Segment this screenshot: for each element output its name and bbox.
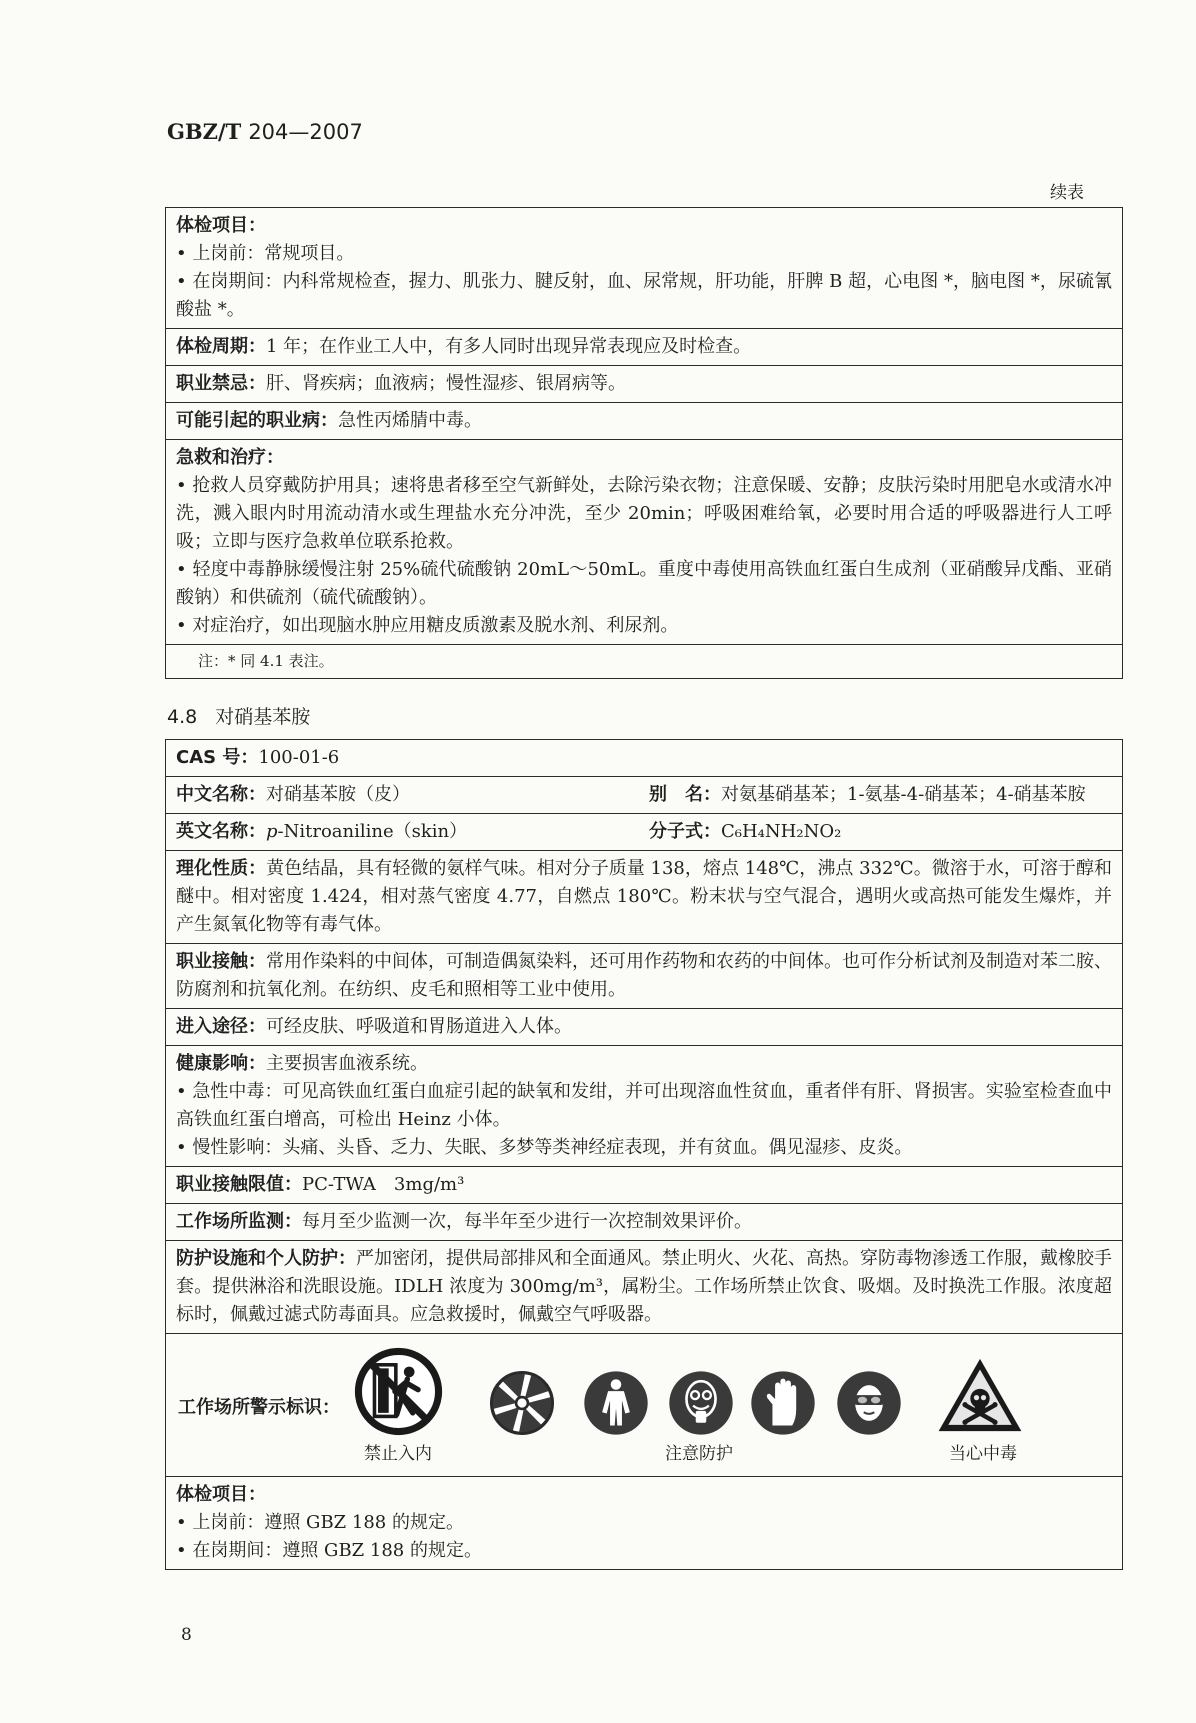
row-warning-signs xyxy=(166,1334,1122,1477)
english-name-label: 英文名称： xyxy=(176,821,266,842)
row-entry-route xyxy=(166,1009,1122,1046)
row-first-aid xyxy=(166,440,1122,645)
health-effects-label: 健康影响： xyxy=(176,1053,266,1074)
occupational-disease-text: 急性丙烯腈中毒。 xyxy=(338,410,482,431)
health-effects-text: 主要损害血液系统。 xyxy=(266,1053,428,1074)
contraindication-text: 肝、肾疾病；血液病；慢性湿疹、银屑病等。 xyxy=(266,373,626,394)
exposure-limit-text: PC-TWA 3mg/m³ xyxy=(302,1174,465,1195)
occupational-disease-label: 可能引起的职业病： xyxy=(176,410,338,431)
formula-text: C₆H₄NH₂NO₂ xyxy=(721,821,842,842)
row-contraindication xyxy=(166,366,1122,403)
health-effects-intro xyxy=(176,1050,1112,1078)
row-english-formula xyxy=(166,814,1122,851)
standard-code-prefix: GBZ/T xyxy=(167,119,242,144)
gas-mask-icon xyxy=(668,1370,734,1436)
entry-route-label: 进入途径： xyxy=(176,1016,266,1037)
page-number: 8 xyxy=(181,1625,192,1645)
substance-table xyxy=(165,739,1123,1570)
continued-table xyxy=(165,207,1123,679)
formula-cell xyxy=(649,818,1112,846)
warning-signs-label: 工作场所警示标识： xyxy=(178,1397,340,1418)
row-cas xyxy=(166,740,1122,777)
alias-text: 对氨基硝基苯；1-氨基-4-硝基苯；4-硝基苯胺 xyxy=(721,784,1086,805)
row-properties xyxy=(166,851,1122,944)
alias-label: 别 名： xyxy=(649,784,721,805)
poison-warning-icon xyxy=(936,1356,1024,1434)
exam-item-pre-job: • 上岗前：遵照 GBZ 188 的规定。 xyxy=(176,1512,464,1533)
row-protection xyxy=(166,1241,1122,1334)
entry-route-text: 可经皮肤、呼吸道和胃肠道进入人体。 xyxy=(266,1016,572,1037)
exam-item-pre-job: • 上岗前：常规项目。 xyxy=(176,243,355,264)
standard-code-number: 204—2007 xyxy=(248,120,363,144)
formula-label: 分子式： xyxy=(649,821,721,842)
first-aid-item: • 轻度中毒静脉缓慢注射 25%硫代硫酸钠 20mL～50mL。重度中毒使用高铁血红蛋白生成剂（亚硝酸异戊酯、亚硝酸钠）和供硫剂（硫代硫酸钠）。 xyxy=(176,559,1112,608)
goggles-icon xyxy=(836,1370,902,1436)
chinese-name-cell xyxy=(176,781,649,809)
section-number: 4.8 xyxy=(167,706,198,728)
english-name-prefix: p xyxy=(266,821,278,842)
caption-no-entry: 禁止入内 xyxy=(364,1444,432,1464)
exam-items-label: 体检项目： xyxy=(176,215,266,236)
properties-text: 黄色结晶，具有轻微的氨样气味。相对分子质量 138，熔点 148℃，沸点 332℃。微溶于水，可溶于醇和醚中。相对密度 1.424，相对蒸气密度 4.77，自燃点 180℃。粉末状与空气混合，遇明火或高热可能发生爆炸，并产生氮氧化物等有毒气体。 xyxy=(176,858,1112,935)
row-health-effects xyxy=(166,1046,1122,1167)
table-note: 注：* 同 4.1 表注。 xyxy=(198,652,334,670)
english-name-cell xyxy=(176,818,649,846)
first-aid-item: • 对症治疗，如出现脑水肿应用糖皮质激素及脱水剂、利尿剂。 xyxy=(176,615,679,636)
first-aid-label: 急救和治疗： xyxy=(176,447,284,468)
exam-item-on-job: • 在岗期间：遵照 GBZ 188 的规定。 xyxy=(176,1540,482,1561)
contraindication-label: 职业禁忌： xyxy=(176,373,266,394)
ventilation-fan-icon xyxy=(489,1370,555,1436)
alias-cell xyxy=(649,781,1112,809)
chinese-name-text: 对硝基苯胺（皮） xyxy=(266,784,410,805)
protection-label: 防护设施和个人防护： xyxy=(176,1248,356,1269)
exposure-label: 职业接触： xyxy=(176,951,266,972)
protective-suit-icon xyxy=(583,1370,649,1436)
properties-label: 理化性质： xyxy=(176,858,267,879)
exam-cycle-label: 体检周期： xyxy=(176,336,266,357)
main-content xyxy=(165,207,1123,1570)
exam-item-on-job: • 在岗期间：内科常规检查，握力、肌张力、腱反射，血、尿常规，肝功能，肝脾 B 超，心电图 *，脑电图 *，尿硫氰酸盐 *。 xyxy=(176,271,1112,320)
exposure-limit-label: 职业接触限值： xyxy=(176,1174,302,1195)
row-exposure xyxy=(166,944,1122,1009)
row-health-exam-items-2 xyxy=(166,1477,1122,1569)
caption-beware-poisoning: 当心中毒 xyxy=(949,1444,1017,1464)
row-occupational-disease xyxy=(166,403,1122,440)
health-effect-acute: • 急性中毒：可见高铁血红蛋白血症引起的缺氧和发绀，并可出现溶血性贫血，重者伴有肝、肾损害。实验室检查血中高铁血红蛋白增高，可检出 Heinz 小体。 xyxy=(176,1081,1112,1130)
section-heading xyxy=(167,704,1123,730)
protection-text: 严加密闭，提供局部排风和全面通风。禁止明火、火花、高热。穿防毒物渗透工作服，戴橡胶手套。提供淋浴和洗眼设施。IDLH 浓度为 300mg/m³，属粉尘。工作场所禁止饮食、吸烟。及时换洗工作服。浓度超标时，佩戴过滤式防毒面具。应急救援时，佩戴空气呼吸器。 xyxy=(176,1248,1112,1325)
chinese-name-label: 中文名称： xyxy=(176,784,266,805)
protective-gloves-icon xyxy=(750,1370,816,1436)
continued-table-label: 续表 xyxy=(1050,183,1084,203)
cas-label: CAS 号： xyxy=(176,747,259,768)
row-monitoring xyxy=(166,1204,1122,1241)
caption-attention-protection: 注意防护 xyxy=(665,1444,733,1464)
section-title: 对硝基苯胺 xyxy=(215,706,311,728)
monitoring-text: 每月至少监测一次，每半年至少进行一次控制效果评价。 xyxy=(302,1211,752,1232)
row-exposure-limit xyxy=(166,1167,1122,1204)
health-effect-chronic: • 慢性影响：头痛、头昏、乏力、失眠、多梦等类神经症表现，并有贫血。偶见湿疹、皮炎。 xyxy=(176,1137,913,1158)
first-aid-item: • 抢救人员穿戴防护用具；速将患者移至空气新鲜处，去除污染衣物；注意保暖、安静；皮肤污染时用肥皂水或清水冲洗，溅入眼内时用流动清水或生理盐水充分冲洗，至少 20min；呼吸困难给氧，必要时用合适的呼吸器进行人工呼吸；立即与医疗急救单位联系抢救。 xyxy=(176,475,1112,552)
no-entry-icon xyxy=(354,1347,443,1436)
row-exam-cycle xyxy=(166,329,1122,366)
cas-number: 100-01-6 xyxy=(258,747,340,768)
exam-items-label: 体检项目： xyxy=(176,1484,266,1505)
standard-code xyxy=(167,118,363,146)
monitoring-label: 工作场所监测： xyxy=(176,1211,302,1232)
exposure-text: 常用作染料的中间体，可制造偶氮染料，还可用作药物和农药的中间体。也可作分析试剂及制造对苯二胺、防腐剂和抗氧化剂。在纺织、皮毛和照相等工业中使用。 xyxy=(176,951,1112,1000)
row-health-exam-items xyxy=(166,208,1122,329)
english-name-text: -Nitroaniline（skin） xyxy=(277,821,468,842)
row-names xyxy=(166,777,1122,814)
exam-cycle-text: 1 年；在作业工人中，有多人同时出现异常表现应及时检查。 xyxy=(266,336,752,357)
